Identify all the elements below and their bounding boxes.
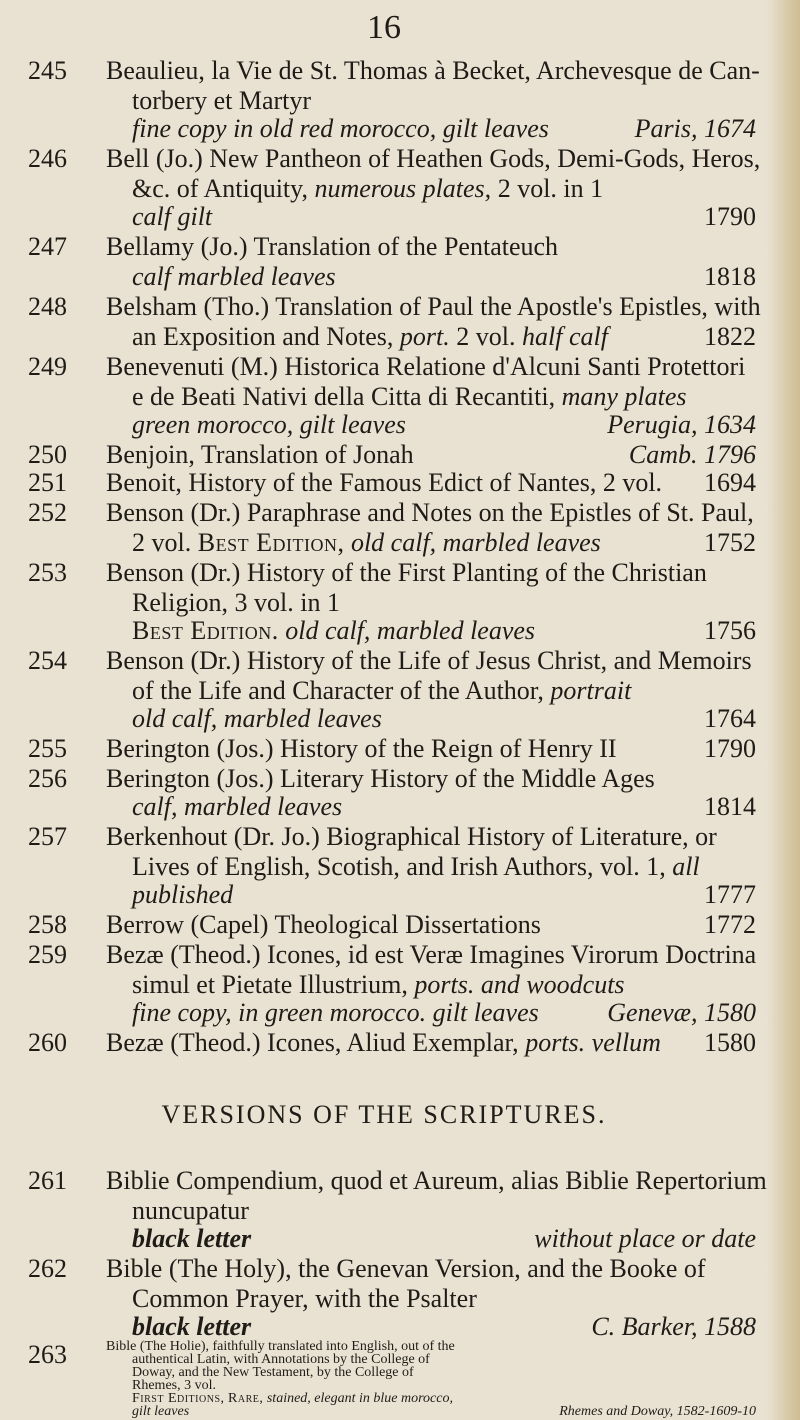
entry-text: of the Life and Character of the Author,: [132, 676, 544, 705]
entry-title: Benson (Dr.) History of the First Planting of the Christian: [106, 558, 707, 587]
entry-title: Berington (Jos.) Literary History of the Middle Ages: [106, 764, 655, 793]
entry-title-continued: Rhemes, 3 vol.: [132, 1378, 216, 1393]
lot-number: 261: [28, 1166, 67, 1195]
entry-title: Bible (The Holy), the Genevan Version, and the Booke of: [106, 1254, 706, 1283]
volume-note: 2 vol.: [132, 528, 192, 557]
typeface-note: black letter: [132, 1224, 252, 1253]
imprint: 1814: [704, 792, 756, 821]
entry-title: Benevenuti (M.) Historica Relatione d'Alcuni Santi Protettori: [106, 352, 746, 381]
entry-note: published: [132, 880, 234, 909]
lot-number: 262: [28, 1254, 67, 1283]
imprint: 1752: [704, 528, 756, 557]
page-edge: [766, 0, 800, 1420]
entry-title: Benson (Dr.) History of the Life of Jesus Christ, and Memoirs: [106, 646, 752, 675]
entry-title-continued: [132, 528, 601, 558]
lot-number: 259: [28, 940, 67, 969]
lot-number: 258: [28, 910, 67, 939]
imprint: 1764: [704, 704, 756, 733]
entry-title: Beaulieu, la Vie de St. Thomas à Becket, Archevesque de Can-: [106, 56, 760, 85]
volume-note: 2 vol. in 1: [497, 174, 604, 203]
lot-number: 249: [28, 352, 67, 381]
section-heading: VERSIONS OF THE SCRIPTURES.: [161, 1100, 607, 1129]
entry-text: Bezæ (Theod.) Icones, Aliud Exemplar,: [106, 1028, 519, 1057]
binding-description: ports. vellum: [525, 1028, 661, 1057]
imprint: Paris, 1674: [634, 114, 756, 143]
lot-number: 245: [28, 56, 67, 85]
entry-text: an Exposition and Notes,: [132, 322, 394, 351]
imprint: C. Barker, 1588: [591, 1312, 756, 1341]
imprint: 1756: [704, 616, 756, 645]
imprint: 1790: [704, 202, 756, 231]
portrait-note: port.: [399, 322, 450, 351]
lot-number: 251: [28, 468, 67, 497]
entry-title: Berrow (Capel) Theological Dissertations: [106, 910, 541, 939]
entry-title: Biblie Compendium, quod et Aureum, alias Biblie Repertorium: [106, 1166, 767, 1195]
binding-description: calf, marbled leaves: [132, 792, 343, 821]
imprint: Rhemes and Doway, 1582-1609-10: [559, 1404, 756, 1419]
binding-description: old calf, marbled leaves: [132, 704, 382, 733]
portrait-note: portrait: [550, 676, 632, 705]
binding-description: fine copy, in green morocco. gilt leaves: [132, 998, 539, 1027]
edition-note: Best Edition.: [132, 616, 279, 645]
lot-number: 256: [28, 764, 67, 793]
entry-title: Berkenhout (Dr. Jo.) Biographical History of Literature, or: [106, 822, 717, 851]
lot-number: 252: [28, 498, 67, 527]
typeface-note: black letter: [132, 1312, 252, 1341]
imprint: Perugia, 1634: [607, 410, 756, 439]
edition-note: Best Edition,: [197, 528, 345, 557]
lot-number: 250: [28, 440, 67, 469]
binding-description: calf gilt: [132, 202, 213, 231]
entry-title-continued: [132, 382, 687, 412]
entry-text: simul et Pietate Illustrium,: [132, 970, 408, 999]
completeness-note: all: [672, 852, 700, 881]
imprint: 1772: [704, 910, 756, 939]
lot-number: 260: [28, 1028, 67, 1057]
imprint: 1822: [704, 322, 756, 351]
entry-title: Berington (Jos.) History of the Reign of Henry II: [106, 734, 617, 763]
entry-note: [132, 616, 535, 646]
binding-description: gilt leaves: [132, 1404, 190, 1419]
binding-description: calf marbled leaves: [132, 262, 336, 291]
binding-description: fine copy in old red morocco, gilt leaves: [132, 114, 549, 143]
entry-title: Bezæ (Theod.) Icones, id est Veræ Imagines Virorum Doctrina: [106, 940, 757, 969]
illustration-note: ports. and woodcuts: [414, 970, 625, 999]
entry-title-continued: Doway, and the New Testament, by the College of: [132, 1365, 414, 1380]
entry-title-continued: [132, 174, 603, 204]
lot-number: 246: [28, 144, 67, 173]
entry-title: Benoit, History of the Famous Edict of Nantes, 2 vol.: [106, 468, 663, 497]
page-number: 16: [367, 9, 401, 46]
imprint: 1777: [704, 880, 756, 909]
imprint: 1818: [704, 262, 756, 291]
entry-title: Benson (Dr.) Paraphrase and Notes on the Epistles of St. Paul,: [106, 498, 754, 527]
binding-description: half calf: [522, 322, 608, 351]
entry-title-continued: [132, 970, 625, 1000]
entry-title-continued: Religion, 3 vol. in 1: [132, 588, 340, 617]
imprint: Genevæ, 1580: [607, 998, 756, 1027]
entry-title-continued: nuncupatur: [132, 1196, 249, 1225]
plates-note: many plates: [561, 382, 687, 411]
imprint: without place or date: [534, 1224, 756, 1253]
volume-note: 2 vol.: [456, 322, 516, 351]
entry-title-continued: torbery et Martyr: [132, 86, 312, 115]
entry-text: &c. of Antiquity,: [132, 174, 308, 203]
entry-text: e de Beati Nativi della Citta di Recantiti,: [132, 382, 556, 411]
imprint: 1580: [704, 1028, 756, 1057]
edition-note: First Editions,: [132, 1391, 225, 1406]
imprint: 1694: [704, 468, 756, 497]
binding-description: stained, elegant in blue morocco,: [266, 1391, 453, 1406]
entry-title-continued: [132, 852, 700, 882]
entry-title: [106, 1028, 661, 1058]
lot-number: 263: [28, 1340, 67, 1369]
lot-number: 253: [28, 558, 67, 587]
entry-title-continued: [132, 676, 631, 706]
lot-number: 257: [28, 822, 67, 851]
entry-title-continued: [132, 322, 608, 352]
binding-description: old calf, marbled leaves: [285, 616, 536, 645]
imprint: Camb. 1796: [628, 440, 756, 469]
imprint: 1790: [704, 734, 756, 763]
binding-description: green morocco, gilt leaves: [132, 410, 406, 439]
entry-title-continued: authentical Latin, with Annotations by the College of: [132, 1352, 430, 1367]
lot-number: 254: [28, 646, 67, 675]
plates-note: numerous plates,: [314, 174, 492, 203]
entry-title-continued: Common Prayer, with the Psalter: [132, 1284, 477, 1313]
lot-number: 247: [28, 232, 67, 261]
entry-title: Bellamy (Jo.) Translation of the Pentateuch: [106, 232, 559, 261]
entry-title: Bell (Jo.) New Pantheon of Heathen Gods, Demi-Gods, Heros,: [106, 144, 761, 173]
entry-title: Belsham (Tho.) Translation of Paul the Apostle's Epistles, with: [106, 292, 761, 321]
rarity-note: Rare,: [228, 1391, 264, 1406]
binding-description: old calf, marbled leaves: [350, 528, 601, 557]
entry-title: Benjoin, Translation of Jonah: [106, 440, 414, 469]
lot-number: 248: [28, 292, 67, 321]
entry-text: Lives of English, Scotish, and Irish Authors, vol. 1,: [132, 852, 666, 881]
lot-number: 255: [28, 734, 67, 763]
entry-title: Bible (The Holie), faithfully translated into English, out of the: [106, 1339, 455, 1354]
